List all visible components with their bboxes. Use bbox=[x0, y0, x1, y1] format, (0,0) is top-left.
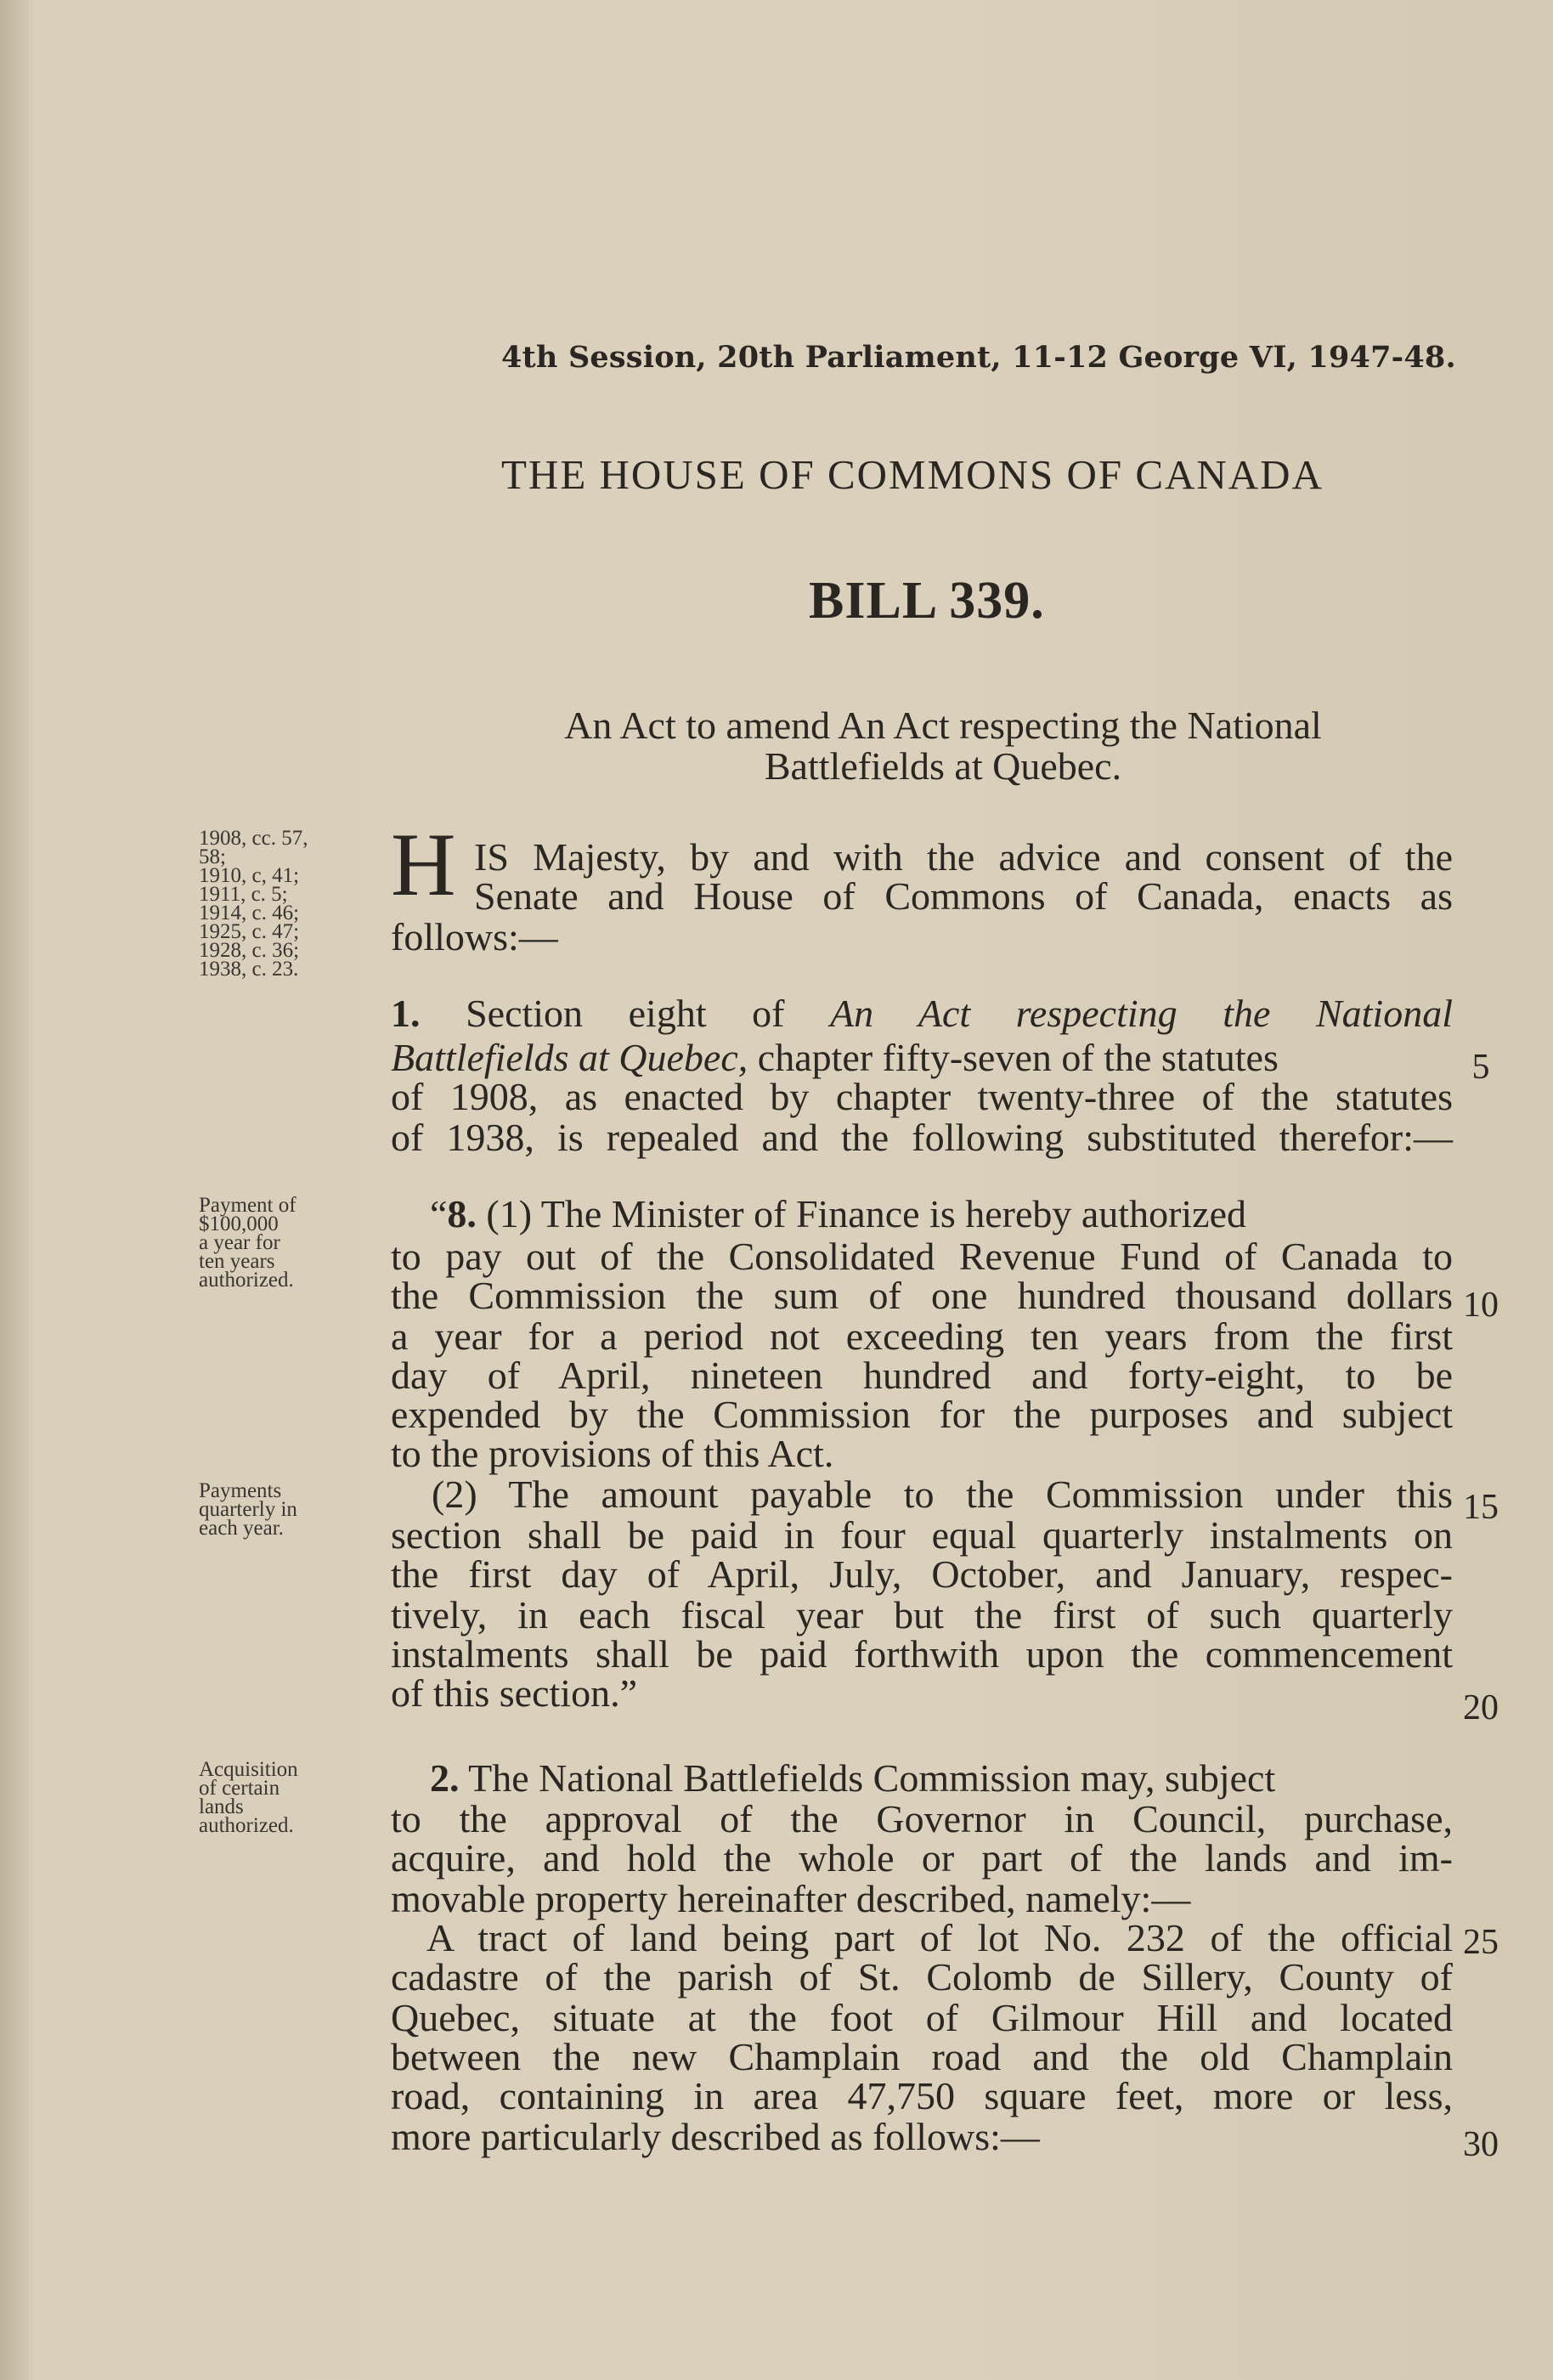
house-title: THE HOUSE OF COMMONS OF CANADA bbox=[501, 451, 1324, 498]
note-line: Payments bbox=[199, 1479, 282, 1502]
section8-line: the first day of April, July, October, and January, respec- bbox=[391, 1552, 1453, 1596]
act-title-line: An Act to amend An Act respecting the National bbox=[564, 704, 1322, 747]
drop-cap: H bbox=[391, 815, 456, 914]
note-line: of certain bbox=[199, 1777, 280, 1800]
note-line: authorized. bbox=[199, 1814, 294, 1837]
enacting-line: Senate and House of Commons of Canada, enacts as bbox=[474, 874, 1453, 918]
section8-line: of this section.” bbox=[391, 1671, 637, 1715]
note-line: each year. bbox=[199, 1517, 284, 1540]
line-number: 10 bbox=[1463, 1286, 1499, 1325]
session-header: 4th Session, 20th Parliament, 11-12 George VI, 1947-48. bbox=[501, 340, 1456, 375]
enacting-line: IS Majesty, by and with the advice and consent of the bbox=[474, 835, 1453, 879]
note-line: lands bbox=[199, 1795, 244, 1818]
section8-line bbox=[430, 1193, 1492, 1235]
citation: 1938, c. 23. bbox=[199, 958, 299, 981]
citation: 1908, cc. 57, bbox=[199, 827, 308, 850]
line-number: 30 bbox=[1463, 2125, 1499, 2164]
citation: 1910, c, 41; bbox=[199, 864, 300, 887]
section8-line: instalments shall be paid forthwith upon the commencement bbox=[391, 1632, 1453, 1676]
note-line: ten years bbox=[199, 1250, 275, 1273]
enacting-line: follows:— bbox=[391, 915, 558, 958]
line-number: 5 bbox=[1471, 1048, 1490, 1087]
text-run: chapter fifty-seven of the statutes bbox=[748, 1036, 1279, 1079]
section1-line bbox=[391, 1037, 1453, 1079]
citation: 1911, c. 5; bbox=[199, 883, 288, 906]
section8-line: (2) The amount payable to the Commission under this bbox=[432, 1473, 1453, 1516]
section-number: 1. bbox=[391, 992, 421, 1035]
section2-line: A tract of land being part of lot No. 232 of the official bbox=[426, 1916, 1453, 1959]
note-line: Payment of bbox=[199, 1194, 296, 1217]
section2-line: between the new Champlain road and the old Champlain bbox=[391, 2035, 1453, 2078]
act-title bbox=[476, 705, 1410, 787]
act-title-line: Battlefields at Quebec. bbox=[764, 744, 1122, 788]
note-line: quarterly in bbox=[199, 1498, 297, 1521]
section2-line: cadastre of the parish of St. Colomb de Sillery, County of bbox=[391, 1955, 1453, 1998]
section8-line: tively, in each fiscal year but the first of such quarterly bbox=[391, 1593, 1453, 1637]
section2-line: acquire, and hold the whole or part of the lands and im- bbox=[391, 1836, 1453, 1880]
note-line: a year for bbox=[199, 1231, 280, 1254]
open-quote: “ bbox=[430, 1192, 448, 1235]
citation: 1914, c. 46; bbox=[199, 902, 300, 924]
section1-line bbox=[391, 992, 1453, 1035]
margin-note-acquisition bbox=[199, 1758, 369, 1837]
section2-line: more particularly described as follows:— bbox=[391, 2115, 1040, 2158]
section2-line: Quebec, situate at the foot of Gilmour Hill and located bbox=[391, 1996, 1453, 2039]
section1-line: of 1938, is repealed and the following substituted therefor:— bbox=[391, 1116, 1453, 1159]
section-number: 8. bbox=[447, 1192, 477, 1235]
line-number: 15 bbox=[1463, 1488, 1499, 1527]
act-name: An Act respecting the National bbox=[830, 992, 1453, 1035]
section8-line: day of April, nineteen hundred and forty-eight, to be bbox=[391, 1354, 1453, 1397]
section2-line: road, containing in area 47,750 square feet, more or less, bbox=[391, 2074, 1453, 2117]
note-line: Acquisition bbox=[199, 1758, 298, 1781]
text-run: Section eight of bbox=[466, 992, 831, 1035]
citation: 1928, c. 36; bbox=[199, 939, 300, 962]
act-name: Battlefields at Quebec, bbox=[391, 1036, 748, 1079]
line-number: 25 bbox=[1463, 1923, 1499, 1962]
margin-note-payment bbox=[199, 1196, 369, 1290]
section-number: 2. bbox=[430, 1756, 460, 1800]
note-line: authorized. bbox=[199, 1269, 294, 1292]
line-number: 20 bbox=[1463, 1688, 1499, 1727]
text-run: The National Battlefields Commission may, subject bbox=[459, 1756, 1276, 1800]
section8-line: the Commission the sum of one hundred thousand dollars bbox=[391, 1274, 1453, 1317]
text-run: (1) The Minister of Finance is hereby authorized bbox=[476, 1192, 1247, 1235]
section8-line: to the provisions of this Act. bbox=[391, 1432, 834, 1475]
margin-note-quarterly bbox=[199, 1479, 369, 1540]
section1-line: of 1908, as enacted by chapter twenty-three of the statutes bbox=[391, 1075, 1453, 1118]
bill-number: BILL 339. bbox=[809, 572, 1045, 630]
citation: 1925, c. 47; bbox=[199, 920, 300, 943]
note-line: $100,000 bbox=[199, 1213, 279, 1235]
margin-note-citations bbox=[199, 829, 369, 979]
section8-line: expended by the Commission for the purposes and subject bbox=[391, 1393, 1453, 1436]
section8-line: a year for a period not exceeding ten years from the first bbox=[391, 1314, 1453, 1358]
section2-line: to the approval of the Governor in Council, purchase, bbox=[391, 1797, 1453, 1840]
section8-line: to pay out of the Consolidated Revenue Fund of Canada to bbox=[391, 1235, 1453, 1278]
section2-line: movable property hereinafter described, namely:— bbox=[391, 1877, 1191, 1920]
page-binding-edge bbox=[0, 0, 29, 2380]
section8-line: section shall be paid in four equal quarterly instalments on bbox=[391, 1513, 1453, 1557]
citation: 58; bbox=[199, 845, 226, 868]
section2-line bbox=[430, 1757, 1492, 1800]
